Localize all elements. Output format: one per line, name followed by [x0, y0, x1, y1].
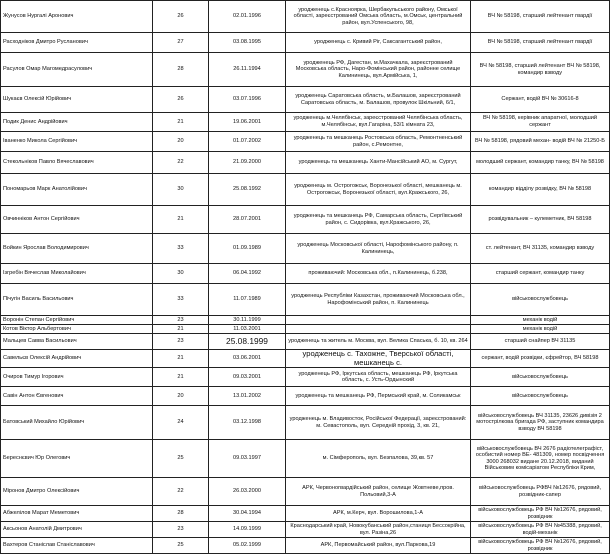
cell-dob: 03.07.1996 [209, 87, 286, 113]
cell-age: 23 [153, 334, 209, 350]
cell-rank: старший снайпер ВЧ 31135 [471, 334, 610, 350]
cell-name: Подик Денис Андрійович [1, 113, 153, 132]
cell-rank: ВЧ № 58198, старший лейтенант гвардії [471, 1, 610, 33]
cell-name: Савельєв Олексій Андрійович [1, 350, 153, 368]
cell-name: Расходніков Дмитро Русланович [1, 33, 153, 53]
cell-dob: 30.11.1999 [209, 316, 286, 325]
cell-address [286, 316, 471, 325]
cell-name: Расулов Омар Магомедрасулович [1, 53, 153, 87]
cell-dob: 21.09.2000 [209, 152, 286, 174]
cell-address: АРК, Первомайський район, вул.Паркова,19 [286, 538, 471, 554]
cell-age: 25 [153, 538, 209, 554]
cell-rank: розвідувальник – кулеметник, ВЧ 58198 [471, 206, 610, 234]
cell-address: уродженець та мешканець Ханти-Мансійський АО, м. Сургут, [286, 152, 471, 174]
cell-name: Стекольніков Павло Вячеславович [1, 152, 153, 174]
table-row [1, 174, 610, 206]
cell-dob: 09.03.2001 [209, 368, 286, 387]
cell-rank: Сержант, водій ВЧ № 30616-8 [471, 87, 610, 113]
cell-age: 21 [153, 368, 209, 387]
cell-dob: 30.04.1994 [209, 506, 286, 522]
cell-rank: ВЧ № 58198, старший лейтенант гвардії [471, 33, 610, 53]
cell-dob: 26.03.2000 [209, 478, 286, 506]
cell-address: уродженець та мешканець Ростовська область, Ремонтненський район, с.Ремонтне, [286, 132, 471, 152]
cell-age: 25 [153, 440, 209, 478]
cell-rank: молодший сержант, командир танку, ВЧ № 58198 [471, 152, 610, 174]
cell-rank: ВЧ № 58198, старший лейтенант ВЧ № 58198, командир взводу [471, 53, 610, 87]
cell-address [286, 325, 471, 334]
cell-rank: сержант, водій розвідки, єфрейтор, ВЧ 58198 [471, 350, 610, 368]
cell-age: 26 [153, 87, 209, 113]
cell-age: 23 [153, 522, 209, 538]
table-row [1, 368, 610, 387]
cell-rank: механік водій [471, 325, 610, 334]
cell-rank: військовослужбовець [471, 387, 610, 406]
cell-address: уродженець с. Тахожне, Тверської області, мешканець с. [286, 350, 471, 368]
cell-dob: 25.08.1999 [209, 334, 286, 350]
table-row [1, 325, 610, 334]
cell-name: Овчинніков Антон Сергійович [1, 206, 153, 234]
cell-name: Аксьонов Анатолій Дмитрович [1, 522, 153, 538]
cell-rank: військовослужбовець РФ ВЧ №12676, рядовий, розвідник [471, 506, 610, 522]
cell-age: 21 [153, 350, 209, 368]
table-row [1, 284, 610, 316]
cell-address: уродженець та мешканець РФ, Самарська область, Сергіївський район, с. Сидорівка, вул.Кражського, 26, [286, 206, 471, 234]
cell-rank: військовослужбовець [471, 284, 610, 316]
cell-dob: 28.07.2001 [209, 206, 286, 234]
cell-address: м. Сімферополь, вул. Безпалова, 39,кв. 57 [286, 440, 471, 478]
cell-address: уродженець с. Кривий Ріг, Саксагантський район, [286, 33, 471, 53]
cell-rank: військовослужбовець ВЧ 31135, 23626 дивізія 2 мотострілкова бригада РФ, заступник командира взводу ВЧ 58198 [471, 406, 610, 440]
table-row [1, 33, 610, 53]
table-row [1, 478, 610, 506]
cell-name: Іваненко Микола Сергійович [1, 132, 153, 152]
cell-dob: 26.11.1994 [209, 53, 286, 87]
cell-age: 21 [153, 325, 209, 334]
table-row [1, 113, 610, 132]
cell-address: уродженець та житель м. Москва, вул. Велика Спаська, б. 10, кв. 264 [286, 334, 471, 350]
cell-dob: 05.02.1999 [209, 538, 286, 554]
table-row [1, 440, 610, 478]
cell-address: уродженець м. Владивосток, Російської Федерації, зареєстрований: м. Севастополь, вул. Середній прохід, 3, кв. 21, [286, 406, 471, 440]
table-row [1, 406, 610, 440]
cell-age: 22 [153, 152, 209, 174]
cell-age: 22 [153, 478, 209, 506]
cell-address: Краснодарський край, Новокубанський район,станиця Бессокрійна, вул. Разіна,26 [286, 522, 471, 538]
cell-address: уродженець с.Красноярка, Шербакульського району, Омської області, зареєстрований Омська область, м.Омськ, центральний район, вул.Успенського, 98, [286, 1, 471, 33]
cell-rank: військовослужбовець РФ ВЧ №12676, рядовий, розвідник [471, 538, 610, 554]
cell-address: уродженець Республіки Казахстан, проживаючий Московська обл., Нарофомінський район, п. Калининець [286, 284, 471, 316]
cell-age: 23 [153, 316, 209, 325]
cell-dob: 09.03.1997 [209, 440, 286, 478]
table-row [1, 387, 610, 406]
cell-rank: ВЧ № 58198, керівник апаратної, молодший сержант [471, 113, 610, 132]
cell-age: 33 [153, 234, 209, 264]
cell-dob: 03.08.1995 [209, 33, 286, 53]
cell-age: 28 [153, 506, 209, 522]
table-row [1, 152, 610, 174]
cell-name: Береснєвич Юр Олегович [1, 440, 153, 478]
table-row [1, 132, 610, 152]
cell-age: 21 [153, 113, 209, 132]
cell-name: Пічугін Василь Васильович [1, 284, 153, 316]
table-row [1, 87, 610, 113]
cell-dob: 13.01.2002 [209, 387, 286, 406]
cell-name: Батовський Михайло Юрійович [1, 406, 153, 440]
cell-dob: 25.08.1992 [209, 174, 286, 206]
cell-rank: військовослужбовець [471, 368, 610, 387]
cell-rank: військовослужбовець РФ ВЧ №45388, рядовий, водій-механік [471, 522, 610, 538]
cell-address: АРК, Червоногвардійський район, селище Жовтневе,пров. Польовий,3-А [286, 478, 471, 506]
table-row [1, 522, 610, 538]
cell-name: Савін Антон Євгенович [1, 387, 153, 406]
table-row [1, 506, 610, 522]
cell-age: 27 [153, 33, 209, 53]
cell-address: проживаючий: Московська обл., п.Калининець, б.238, [286, 264, 471, 284]
cell-dob: 11.07.1989 [209, 284, 286, 316]
cell-dob: 14.09.1999 [209, 522, 286, 538]
cell-rank: ст. лейтенант, ВЧ 31135, командир взводу [471, 234, 610, 264]
table-row [1, 206, 610, 234]
cell-age: 30 [153, 264, 209, 284]
cell-name: Жунусов Нургалі Аронович [1, 1, 153, 33]
cell-age: 33 [153, 284, 209, 316]
table-row [1, 1, 610, 33]
cell-dob: 11.03.2001 [209, 325, 286, 334]
cell-name: Абжелілов Марат Меметович [1, 506, 153, 522]
cell-rank: військовослужбовець РФВЧ №12676, рядовий, розвідник-сапер [471, 478, 610, 506]
cell-name: Шукаєв Олексій Юрійович [1, 87, 153, 113]
cell-name: Очиров Тимур Ігорович [1, 368, 153, 387]
table-row [1, 264, 610, 284]
cell-age: 20 [153, 387, 209, 406]
cell-address: уродженець РФ, Дагестан, м.Махачкала, зареєстрований Московська область, Наро-Фомінський район, районне селище Калининець, вул.Армійська, 1, [286, 53, 471, 87]
cell-dob: 06.04.1992 [209, 264, 286, 284]
cell-name: Мальцев Савва Васильович [1, 334, 153, 350]
cell-rank: командир відділу розвідку, ВЧ № 58198 [471, 174, 610, 206]
cell-name: Міронов Дмитро Олексійович [1, 478, 153, 506]
cell-name: Войкин Ярослав Володимирович [1, 234, 153, 264]
cell-rank: ВЧ № 58198, рядовий механ- водій ВЧ № 21250-Б [471, 132, 610, 152]
cell-dob: 02.01.1996 [209, 1, 286, 33]
cell-dob: 03.12.1998 [209, 406, 286, 440]
cell-dob: 01.09.1989 [209, 234, 286, 264]
cell-address: уродженець м.Челябінськ, зареєстрований Челябінська область, м.Челябінськ, вул.Гагаріна, 53/1 кімната 23, [286, 113, 471, 132]
cell-dob: 19.06.2001 [209, 113, 286, 132]
cell-age: 24 [153, 406, 209, 440]
table-row [1, 53, 610, 87]
cell-name: Ізгребін Вячеслав Миколайович [1, 264, 153, 284]
cell-address: уродженець м. Острогожськ, Воронезької області, мешканець м. Острогожськ, Воронезької області, вул.Кражського, 26, [286, 174, 471, 206]
table-row [1, 234, 610, 264]
table-row [1, 316, 610, 325]
cell-rank: старший сержант, командир танку [471, 264, 610, 284]
cell-address: АРК, м.Керч, вул. Ворошилова,1-А [286, 506, 471, 522]
table-row [1, 538, 610, 554]
cell-rank: військовослужбовець ВЧ 2676 радіотелеграфіст, особистий номер ВЕ- 481309, номер посвідчення 3000 268032 видане 20.12.2018, виданий Військовим комісаріатом Республіки Крим, [471, 440, 610, 478]
table-row [1, 350, 610, 368]
cell-name: Котов Віктор Альбертович [1, 325, 153, 334]
cell-name: Воронін Степан Сергійович [1, 316, 153, 325]
cell-age: 26 [153, 1, 209, 33]
cell-name: Вахтеров Станіслав Станіславович [1, 538, 153, 554]
table-body [1, 1, 610, 554]
cell-address: уродженець Московської області, Нарофомінського району, п. Калининець, [286, 234, 471, 264]
cell-rank: механік водій [471, 316, 610, 325]
cell-address: уродженець та мешканець РФ, Пермський край, м. Соликамськ [286, 387, 471, 406]
cell-address: уродженець РФ, Іркутська область, мешканець РФ, Іркутська область, с. Усть-Ордынский [286, 368, 471, 387]
cell-dob: 03.06.2001 [209, 350, 286, 368]
cell-age: 28 [153, 53, 209, 87]
table-row [1, 334, 610, 350]
cell-age: 21 [153, 206, 209, 234]
cell-age: 30 [153, 174, 209, 206]
cell-age: 20 [153, 132, 209, 152]
cell-name: Пономарьов Марк Анатолійович [1, 174, 153, 206]
cell-address: уродженець Саратовська область, м.Балашов, зареєстрований Саратовська область, м. Балашов, провулок Шкільний, 6/1, [286, 87, 471, 113]
cell-dob: 01.07.2002 [209, 132, 286, 152]
